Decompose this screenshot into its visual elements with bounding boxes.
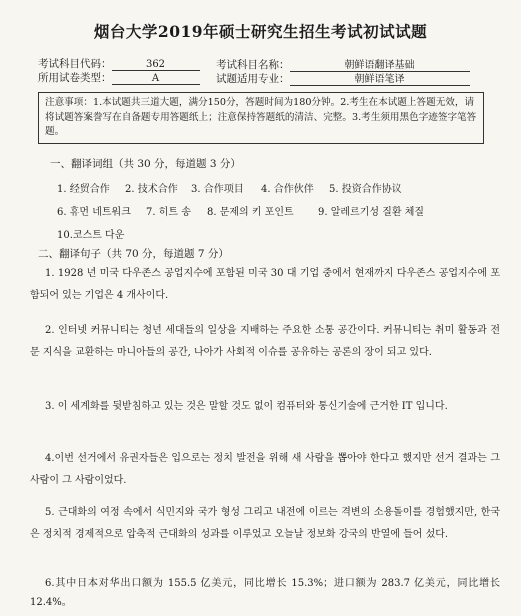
section2-heading: 二、翻译句子（共 70 分，每道题 7 分） bbox=[38, 248, 229, 260]
vocab-item: 9. 알레르기성 질환 체질 bbox=[318, 207, 425, 218]
major-label: 试题适用专业： bbox=[216, 73, 290, 85]
subject-name-label: 考试科目名称： bbox=[216, 59, 290, 71]
subject-code-value: 362 bbox=[112, 59, 200, 71]
vocab-item: 3. 合作项目 bbox=[191, 184, 244, 195]
major-row bbox=[216, 70, 470, 86]
vocab-item: 7. 히트 송 bbox=[146, 207, 191, 218]
vocab-item: 5. 投资合作协议 bbox=[329, 184, 402, 195]
paper-type-row bbox=[38, 70, 200, 85]
vocab-item: 6. 휴먼 네트워크 bbox=[57, 207, 131, 218]
vocab-item: 8. 문제의 키 포인트 bbox=[207, 207, 294, 218]
vocab-item: 1. 经贸合作 bbox=[57, 184, 110, 195]
paper-type-value: A bbox=[112, 73, 200, 85]
sentence-3: 3. 이 세계화를 뒷받침하고 있는 것은 말할 것도 없이 컴퓨터와 통신기술에 근거한 IT 입니다. bbox=[45, 401, 448, 412]
sentence-6: 6.其中日本对华出口额为 155.5 亿美元，同比增长 15.3%；进口额为 283.7 亿美元，同比增长 12.4%。 bbox=[30, 578, 500, 608]
sentence-1: 1. 1928 년 미국 다우존스 공업지수에 포함된 미국 30 대 기업 중에서 현재까지 다우존스 공업지수에 포함되어 있는 기업은 4 개사이다. bbox=[30, 268, 500, 301]
sentence-4: 4.이번 선거에서 유권자들은 입으로는 정치 발전을 위해 새 사람을 뽑아야 한다고 했지만 선거 결과는 그 사람이 그 사람이었다. bbox=[30, 453, 500, 486]
vocab-item: 4. 合作伙伴 bbox=[261, 184, 314, 195]
sentence-5: 5. 근대화의 여정 속에서 식민지와 국가 형성 그리고 내전에 이르는 격변의 소용돌이를 경험했지만, 한국은 정치적 경제적으로 압축적 근대화의 성과를 이루었고 오늘날 정보화 강국의 반열에 들어 섰다. bbox=[30, 507, 500, 540]
vocab-item: 2. 技术合作 bbox=[125, 184, 178, 195]
exam-title: 烟台大学2019年硕士研究生招生考试初试试题 bbox=[93, 22, 428, 41]
section1-heading: 一、翻译词组（共 30 分，每道题 3 分） bbox=[50, 158, 241, 170]
subject-code-row bbox=[38, 56, 200, 71]
sentence-2: 2. 인터넷 커뮤니티는 청년 세대들의 일상을 지배하는 주요한 소통 공간이다. 커뮤니티는 취미 활동과 전문 지식을 교환하는 마니아들의 공간, 나아가 사회적 이슈를 공유하는 공론의 장이 되고 있다. bbox=[30, 325, 500, 358]
vocab-item: 10.코스트 다운 bbox=[57, 230, 125, 241]
major-value: 朝鲜语笔译 bbox=[290, 70, 470, 86]
notice-box: 注意事项：1.本试题共三道大题，满分150分，答题时间为180分钟。2.考生在本试题上答题无效，请将试题答案誊写在自备题专用答题纸上；注意保持答题纸的清洁、完整。3.考生须用黑色字迹签字笔答题。 bbox=[38, 92, 484, 144]
subject-code-label: 考试科目代码： bbox=[38, 58, 112, 70]
paper-type-label: 所用试卷类型： bbox=[38, 72, 112, 84]
subject-name-value: 朝鲜语翻译基础 bbox=[290, 56, 470, 72]
